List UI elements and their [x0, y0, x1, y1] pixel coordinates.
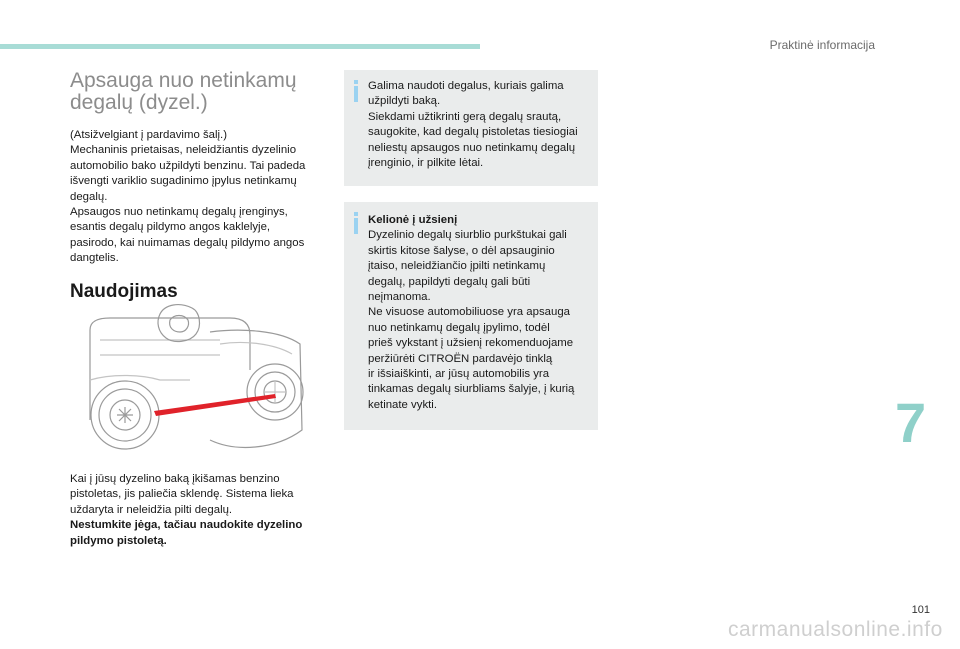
usage-line: Kai į jūsų dyzelino baką įkišamas benzino — [70, 473, 280, 485]
main-column — [70, 70, 328, 303]
intro-line: Mechaninis prietaisas, neleidžiantis dyzelinio — [70, 144, 297, 157]
pointer-arrow — [154, 394, 276, 416]
top-accent-bar — [0, 44, 480, 49]
fuel-filler-illustration — [70, 300, 310, 456]
note-line: Galima naudoti degalus, kuriais galima — [368, 80, 564, 92]
note-line: tinkamas degalų siurbliams šalyje, į kurią — [368, 383, 575, 396]
usage-warning-line: Nestumkite jėga, tačiau naudokite dyzelino — [70, 519, 303, 532]
usage-heading: Naudojimas — [70, 280, 178, 302]
intro-line: (Atsižvelgiant į pardavimo šalį.) — [70, 129, 227, 141]
info-note-travel — [344, 202, 598, 430]
note-line: degalų, papildyti degalų gali būti — [368, 275, 531, 288]
note-line: įtaiso, neleidžiančio įpilti netinkamų — [368, 260, 546, 273]
note-line: Ne visuose automobiliuose yra apsauga — [368, 306, 570, 319]
intro-line: pasirodo, kai nuimamas degalų pildymo angos — [70, 236, 305, 249]
note-line: užpildyti baką. — [368, 95, 441, 108]
usage-warning-line: pildymo pistoletą. — [70, 534, 167, 547]
info-icon — [352, 80, 364, 104]
intro-line: dangtelis. — [70, 252, 119, 265]
intro-line: esantis degalų pildymo angos kaklelyje, — [70, 221, 271, 234]
watermark: carmanualsonline.info — [728, 618, 943, 641]
title-line-1: Apsauga nuo netinkamų — [70, 69, 297, 92]
intro-line: išvengti variklio sugadinimo įpylus netinkamų — [70, 175, 297, 188]
note-line: neliestų apsaugos nuo netinkamų degalų — [368, 141, 576, 154]
usage-text — [70, 472, 330, 549]
usage-line: uždaryta ir neleidžia pilti degalų. — [70, 503, 233, 516]
usage-line: pistoletas, jis paliečia sklendę. Sistema lieka — [70, 488, 294, 501]
note-line: ketinate vykti. — [368, 398, 438, 411]
intro-line: degalų. — [70, 190, 108, 203]
intro-text — [70, 128, 328, 267]
note-title: Kelionė į užsienį — [368, 214, 458, 226]
note-line: ir išsiaiškinti, ar jūsų automobilis yra — [368, 368, 550, 381]
note-line: saugokite, kad degalų pistoletas tiesiogiai — [368, 126, 578, 139]
note-line: nuo netinkamų degalų įpylimo, todėl — [368, 321, 550, 334]
intro-line: Apsaugos nuo netinkamų degalų įrenginys, — [70, 206, 288, 219]
note-line: Siekdami užtikrinti gerą degalų srautą, — [368, 110, 562, 123]
page-title — [70, 70, 328, 114]
note-line: skirtis kitose šalyse, o dėl apsauginio — [368, 244, 555, 257]
note-line: peržiūrėti CITROËN pardavėjo tinklą — [368, 352, 553, 365]
intro-line: automobilio bako užpildyti benzinu. Tai padeda — [70, 159, 306, 172]
note-body — [368, 79, 594, 171]
note-body — [368, 213, 594, 413]
note-line: neįmanoma. — [368, 291, 431, 304]
info-note-fuel — [344, 70, 598, 186]
info-icon — [352, 212, 364, 236]
page-number: 101 — [911, 604, 930, 616]
chapter-number: 7 — [895, 391, 927, 454]
note-line: Dyzelinio degalų siurblio purkštukai gali — [368, 229, 567, 242]
section-header: Praktinė informacija — [769, 38, 875, 52]
title-line-2: degalų (dyzel.) — [70, 91, 208, 114]
note-line: įrenginio, ir pilkite lėtai. — [368, 157, 484, 170]
note-line: prieš vykstant į užsienį rekomenduojame — [368, 337, 574, 350]
